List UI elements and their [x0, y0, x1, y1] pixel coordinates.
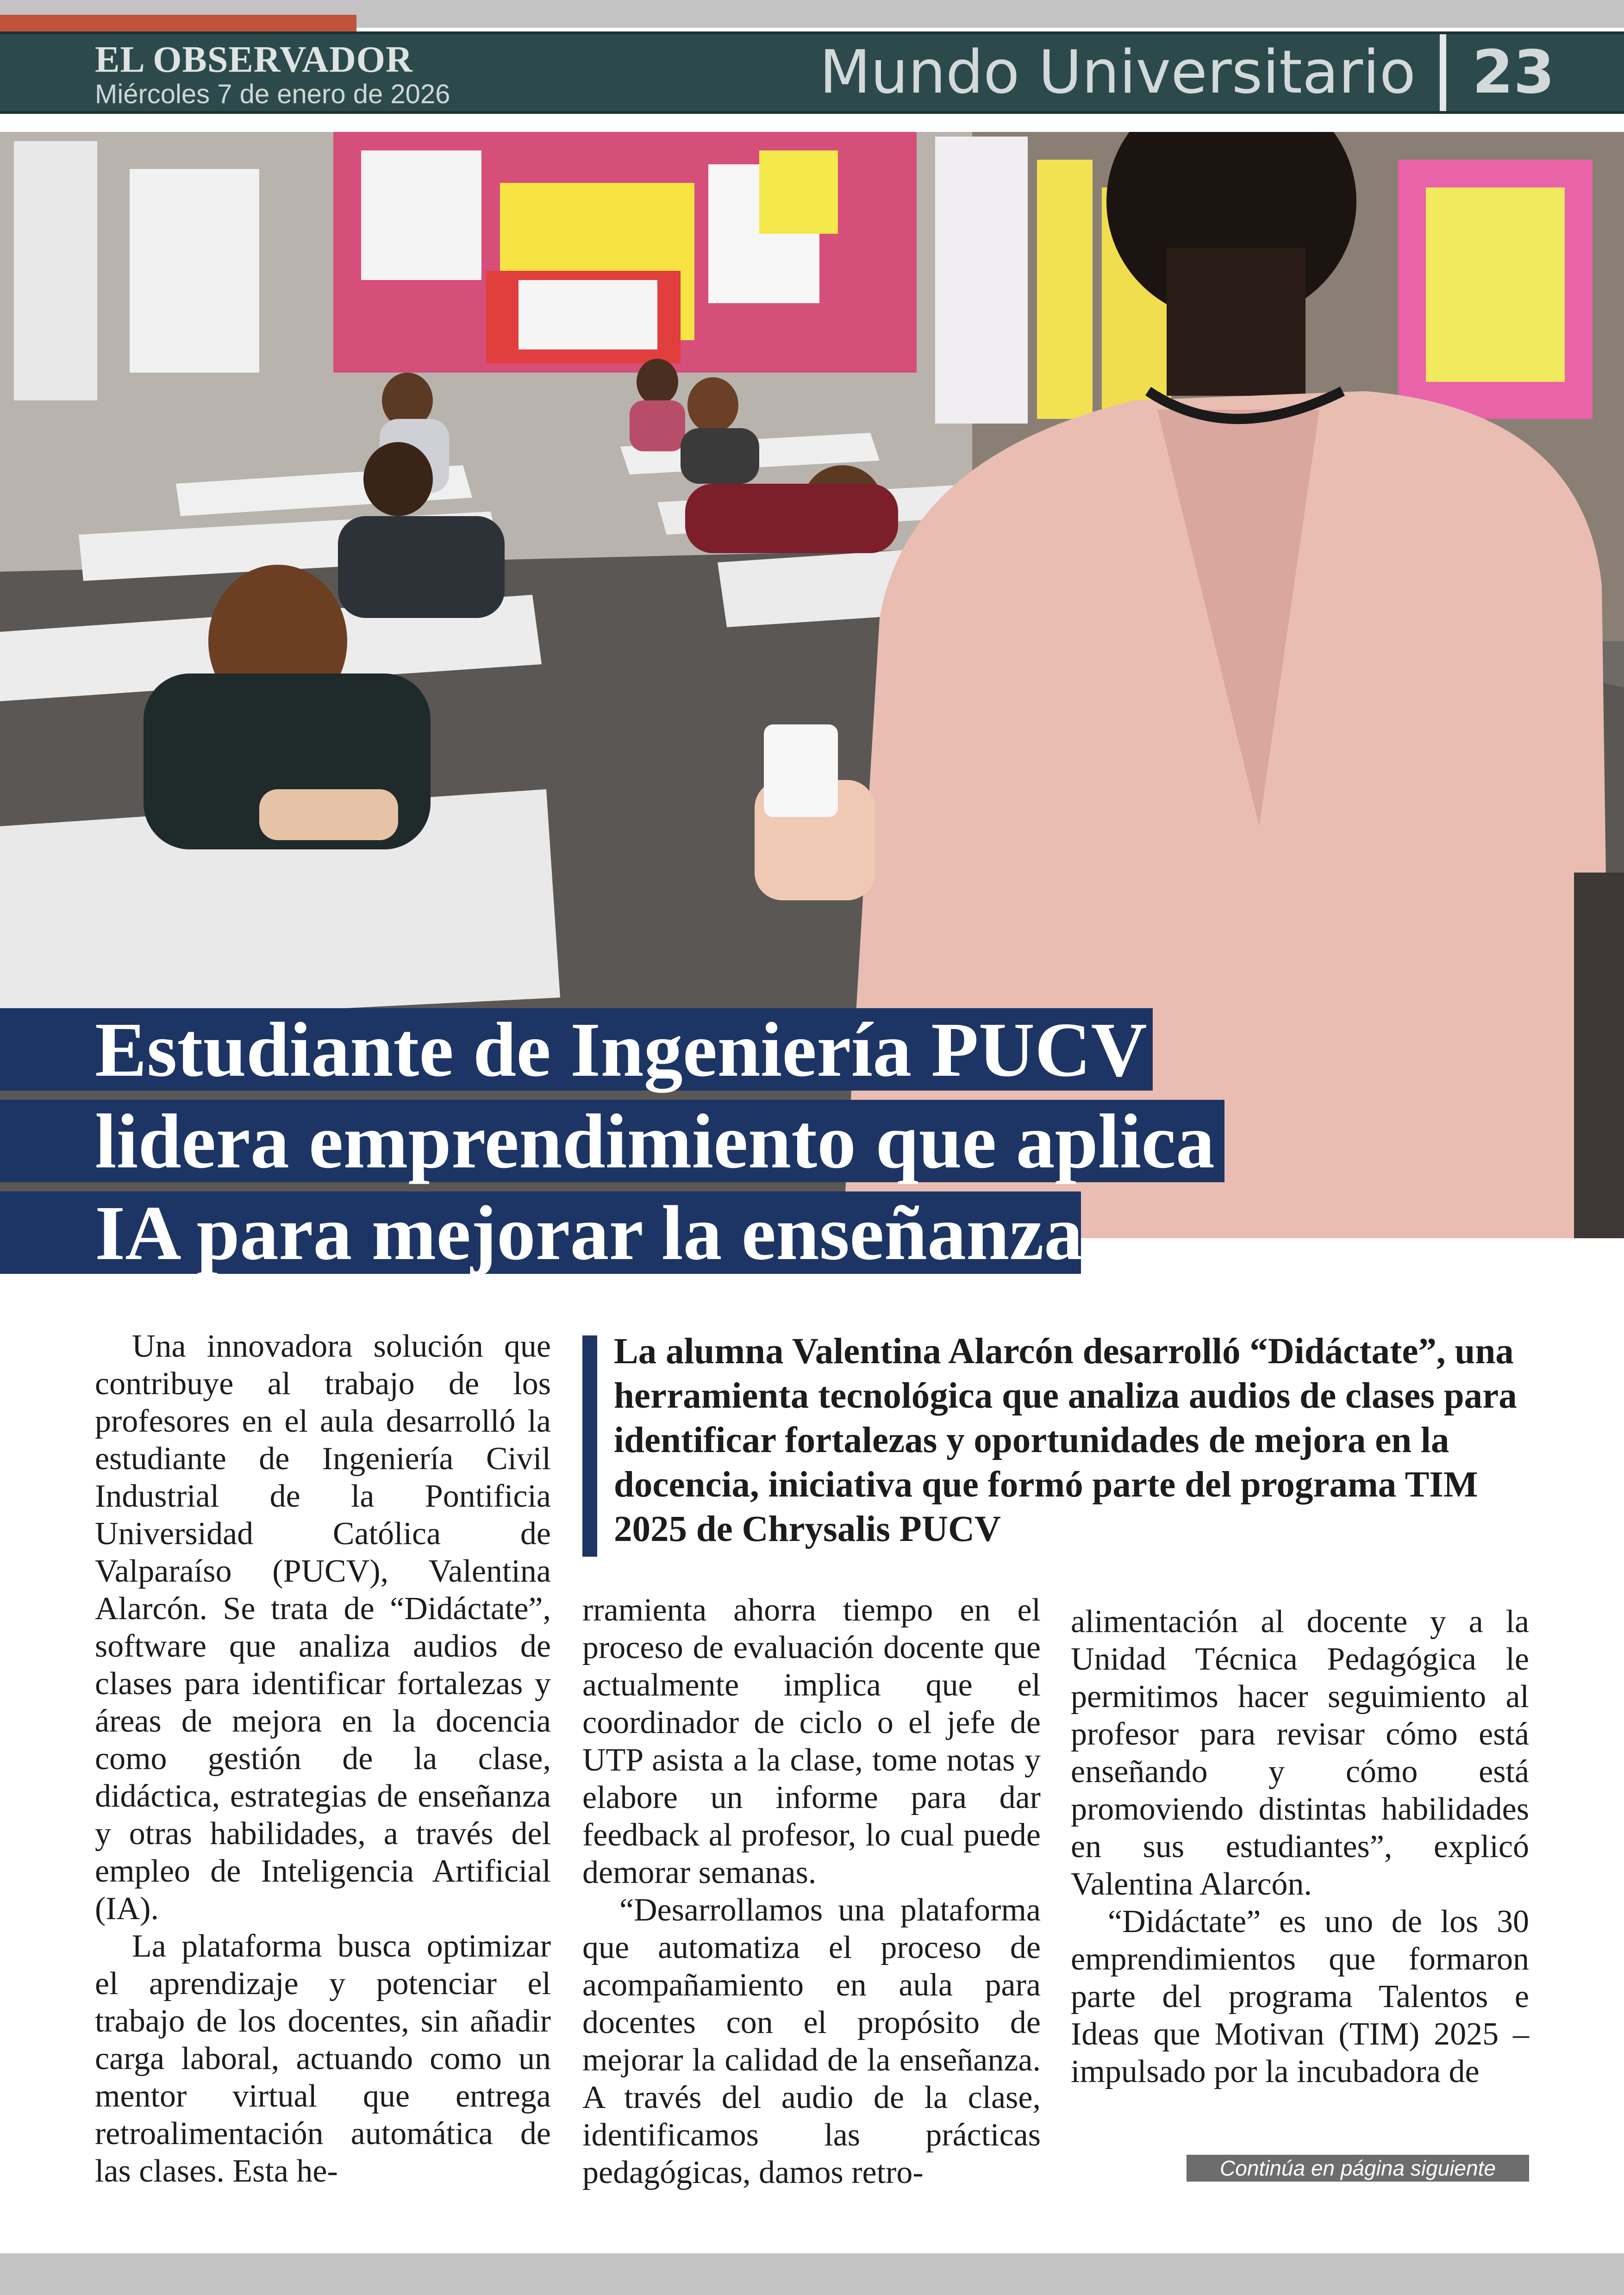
paragraph: Una innovadora solución que contribuye al trabajo de los profesores en el aula desarrolló la estudiante de Ingeniería Civil Industrial de la Pontificia Universidad Católica de Valparaíso (PUCV), Valentina Alarcón. Se trata de “Didáctate”, software que analiza audios de clases para identificar fortalezas y áreas de mejora en la docencia como gestión de la clase, didáctica, estrategias de enseñanza y otras habilidades, a través del empleo de Inteligencia Artificial (IA).: [95, 1328, 551, 1927]
header-divider: [1440, 34, 1446, 111]
page-header: [0, 31, 1624, 114]
paragraph: “Desarrollamos una plataforma que automatiza el proceso de acompañamiento en aula para docentes con el propósito de mejorar la calidad de la enseñanza. A través del audio de la clase, identificamos las prácticas pedagógicas, damos retro-: [582, 1892, 1041, 2190]
page-number: 23: [1472, 38, 1555, 107]
article-lead: La alumna Valentina Alarcón desarrolló “Didáctate”, una herramienta tecnológica que analiza audios de clases para identificar fortalezas y oportunidades de mejora en la docencia, iniciativa que formó parte del programa TIM 2025 de Chrysalis PUCV: [614, 1331, 1517, 1549]
paragraph: “Didáctate” es uno de los 30 emprendimientos que formaron parte del programa Talentos e Ideas que Motivan (TIM) 2025 – impulsado por la incubadora de: [1071, 1904, 1529, 2089]
article-column-2: [582, 1591, 1041, 2191]
lead-accent-bar: [582, 1335, 597, 1557]
headline-line-2: lidera emprendimiento que aplica: [0, 1100, 1224, 1182]
continue-next-page-label: Continúa en página siguiente: [1187, 2155, 1529, 2182]
paragraph: alimentación al docente y a la Unidad Técnica Pedagógica le permitimos hacer seguimiento al profesor para revisar cómo está enseñando y cómo está promoviendo distintas habilidades en sus estudiantes”, explicó Valentina Alarcón.: [1071, 1604, 1529, 1902]
section-title: Mundo Universitario: [819, 38, 1416, 107]
publication-date: Miércoles 7 de enero de 2026: [95, 79, 450, 109]
headline-line-3: IA para mejorar la enseñanza: [0, 1191, 1081, 1274]
bottom-band: [0, 2253, 1624, 2295]
article-column-1: [95, 1328, 551, 2190]
top-accent-bar: [0, 15, 356, 31]
paragraph: La plataforma busca optimizar el aprendizaje y potenciar el trabajo de los docentes, sin añadir carga laboral, actuando como un mentor virtual que entrega retroalimentación automática de las clases. Esta he-: [95, 1928, 551, 2189]
headline-line-1: Estudiante de Ingeniería PUCV: [0, 1008, 1153, 1091]
article-column-3: [1071, 1603, 1529, 2090]
paragraph: rramienta ahorra tiempo en el proceso de evaluación docente que actualmente implica que el coordinador de ciclo o el jefe de UTP asista a la clase, tome notas y elabore un informe para dar feedback al profesor, lo cual puede demorar semanas.: [582, 1592, 1041, 1890]
newspaper-name: EL OBSERVADOR: [95, 39, 413, 80]
